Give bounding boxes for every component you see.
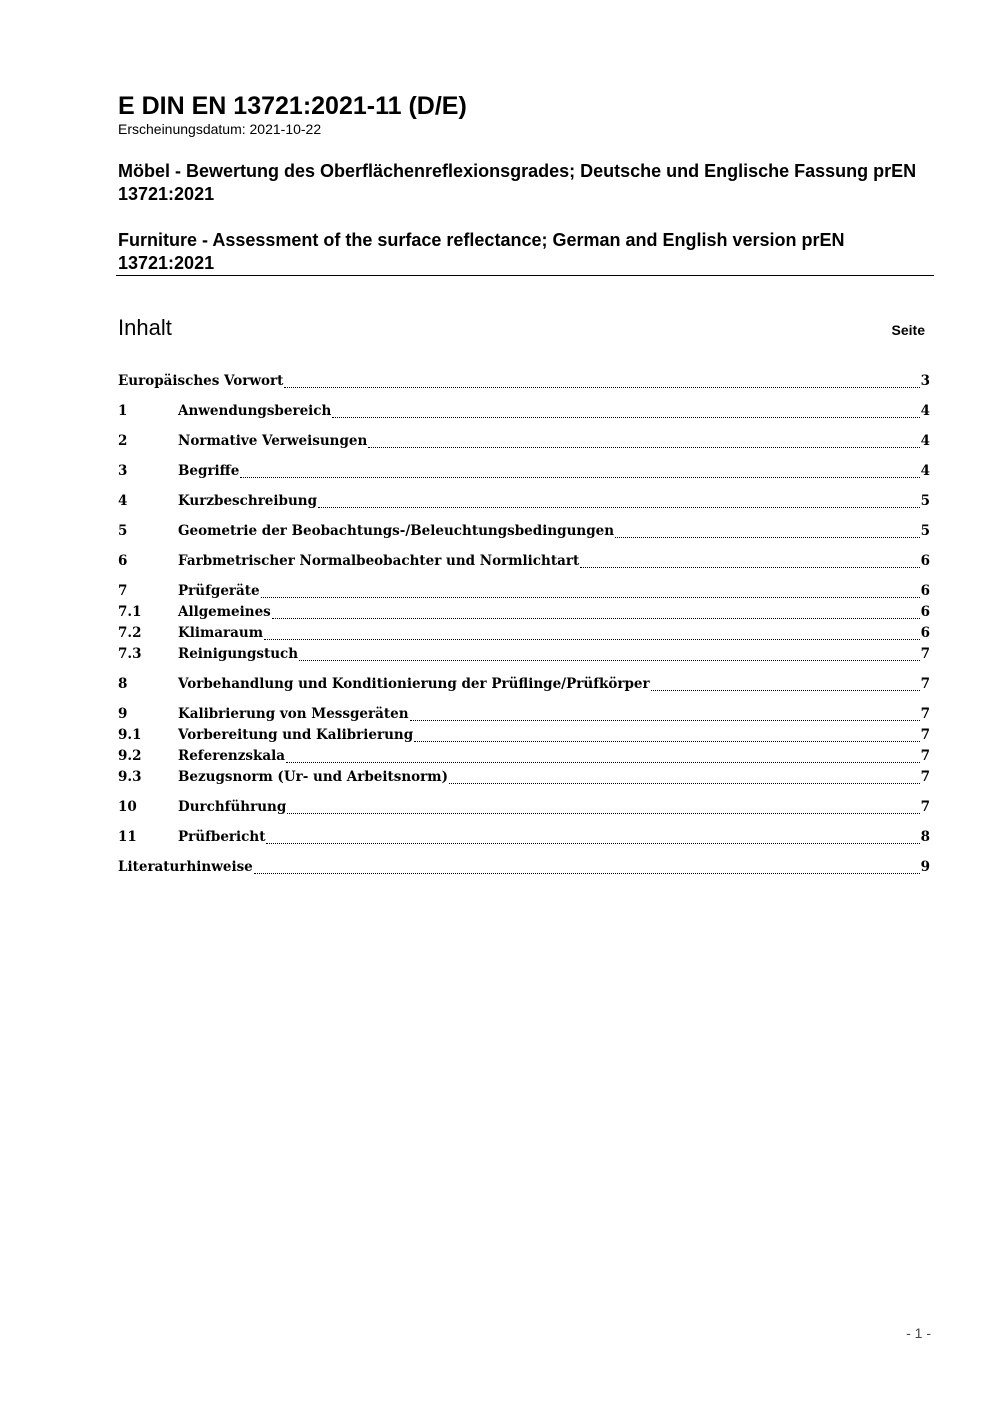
toc-entry-page: 7 (920, 676, 930, 692)
toc-entry[interactable] (118, 768, 930, 789)
toc-dot-leader (284, 386, 919, 388)
toc-entry-number: 8 (118, 676, 128, 692)
toc-entry[interactable] (118, 492, 930, 513)
toc-entry-page: 7 (920, 769, 930, 785)
toc-entry-title: Kurzbeschreibung (178, 493, 318, 509)
toc-entry[interactable] (118, 858, 930, 879)
toc-entry-page: 9 (920, 859, 930, 875)
toc-page-column-label: Seite (891, 322, 925, 338)
toc-entry-page: 5 (920, 493, 930, 509)
toc-entry-title: Kalibrierung von Messgeräten (178, 706, 409, 722)
toc-entry[interactable] (118, 582, 930, 603)
toc-entry-page: 5 (920, 523, 930, 539)
toc-entry[interactable] (118, 402, 930, 423)
toc-dot-leader (261, 596, 920, 598)
toc-entry-number: 6 (118, 553, 128, 569)
title-german: Möbel - Bewertung des Oberflächenreflexionsgrades; Deutsche und Englische Fassung prEN 13721:2021 (118, 161, 917, 204)
toc-entry-number: 3 (118, 463, 128, 479)
toc-dot-leader (318, 506, 920, 508)
toc-entry-page: 7 (920, 706, 930, 722)
toc-entry-title: Prüfbericht (178, 829, 266, 845)
toc-entry-page: 7 (920, 748, 930, 764)
toc-entry-number: 2 (118, 433, 128, 449)
toc-entry-title: Anwendungsbereich (178, 403, 332, 419)
header-divider (116, 275, 934, 276)
toc-entry-number: 9 (118, 706, 128, 722)
toc-dot-leader (240, 476, 919, 478)
toc-entry-page: 6 (920, 553, 930, 569)
toc-entry-number: 9.3 (118, 769, 142, 785)
toc-entry-page: 3 (920, 373, 930, 389)
toc-entry-title: Durchführung (178, 799, 287, 815)
toc-dot-leader (414, 740, 919, 742)
toc-entry-title: Begriffe (178, 463, 240, 479)
toc-entry-page: 6 (920, 604, 930, 620)
toc-dot-leader (286, 761, 920, 763)
toc-entry-title: Literaturhinweise (118, 859, 253, 875)
toc-entry-number: 7 (118, 583, 128, 599)
toc-entry-title: Europäisches Vorwort (118, 373, 284, 389)
toc-entry[interactable] (118, 624, 930, 645)
toc-entry-title: Allgemeines (178, 604, 271, 620)
title-english: Furniture - Assessment of the surface reflectance; German and English version prEN 13721:2021 (118, 230, 845, 273)
document-id: E DIN EN 13721:2021-11 (D/E) (118, 92, 467, 120)
publication-date: Erscheinungsdatum: 2021-10-22 (118, 121, 322, 137)
toc-entry-number: 11 (118, 829, 137, 845)
toc-heading: Inhalt (118, 315, 172, 340)
toc-dot-leader (287, 812, 919, 814)
toc-entry[interactable] (118, 603, 930, 624)
toc-entry-page: 4 (920, 463, 930, 479)
toc-entry-title: Referenzskala (178, 748, 285, 764)
toc-dot-leader (410, 719, 920, 721)
toc-entry-number: 1 (118, 403, 128, 419)
toc-entry-page: 7 (920, 799, 930, 815)
toc-entry[interactable] (118, 705, 930, 726)
toc-dot-leader (254, 872, 920, 874)
toc-entry-title: Bezugsnorm (Ur- und Arbeitsnorm) (178, 769, 448, 785)
toc-entry-number: 7.3 (118, 646, 142, 662)
toc-dot-leader (580, 566, 919, 568)
toc-entry-number: 5 (118, 523, 128, 539)
toc-dot-leader (272, 617, 920, 619)
toc-entry[interactable] (118, 726, 930, 747)
toc-entry[interactable] (118, 747, 930, 768)
toc-entry-title: Reinigungstuch (178, 646, 299, 662)
toc-entry[interactable] (118, 522, 930, 543)
toc-entry-page: 4 (920, 403, 930, 419)
toc-entry[interactable] (118, 552, 930, 573)
toc-entry-number: 7.1 (118, 604, 142, 620)
toc-dot-leader (264, 638, 920, 640)
toc-entry-title: Geometrie der Beobachtungs-/Beleuchtungsbedingungen (178, 523, 615, 539)
toc-entry-title: Farbmetrischer Normalbeobachter und Normlichtart (178, 553, 580, 569)
toc-dot-leader (299, 659, 920, 661)
toc-entry-number: 4 (118, 493, 128, 509)
toc-dot-leader (368, 446, 919, 448)
toc-entry[interactable] (118, 432, 930, 453)
toc-entry-page: 6 (920, 625, 930, 641)
toc-entry[interactable] (118, 372, 930, 393)
toc-entry-page: 4 (920, 433, 930, 449)
toc-entry-page: 7 (920, 646, 930, 662)
toc-entry[interactable] (118, 645, 930, 666)
toc-dot-leader (266, 842, 919, 844)
toc-dot-leader (449, 782, 920, 784)
toc-entry-page: 8 (920, 829, 930, 845)
toc-entry-title: Prüfgeräte (178, 583, 260, 599)
toc-dot-leader (651, 689, 920, 691)
table-of-contents (118, 372, 930, 879)
toc-entry-number: 9.1 (118, 727, 142, 743)
toc-entry-title: Normative Verweisungen (178, 433, 368, 449)
toc-entry[interactable] (118, 675, 930, 696)
toc-entry-title: Klimaraum (178, 625, 263, 641)
toc-entry[interactable] (118, 462, 930, 483)
toc-dot-leader (615, 536, 920, 538)
toc-entry-title: Vorbehandlung und Konditionierung der Prüflinge/Prüfkörper (178, 676, 650, 692)
toc-entry[interactable] (118, 798, 930, 819)
toc-entry[interactable] (118, 828, 930, 849)
toc-entry-page: 7 (920, 727, 930, 743)
toc-entry-number: 7.2 (118, 625, 142, 641)
toc-dot-leader (332, 416, 919, 418)
toc-entry-number: 10 (118, 799, 137, 815)
page-number: - 1 - (906, 1325, 931, 1341)
toc-entry-number: 9.2 (118, 748, 142, 764)
toc-entry-title: Vorbereitung und Kalibrierung (178, 727, 414, 743)
toc-entry-page: 6 (920, 583, 930, 599)
